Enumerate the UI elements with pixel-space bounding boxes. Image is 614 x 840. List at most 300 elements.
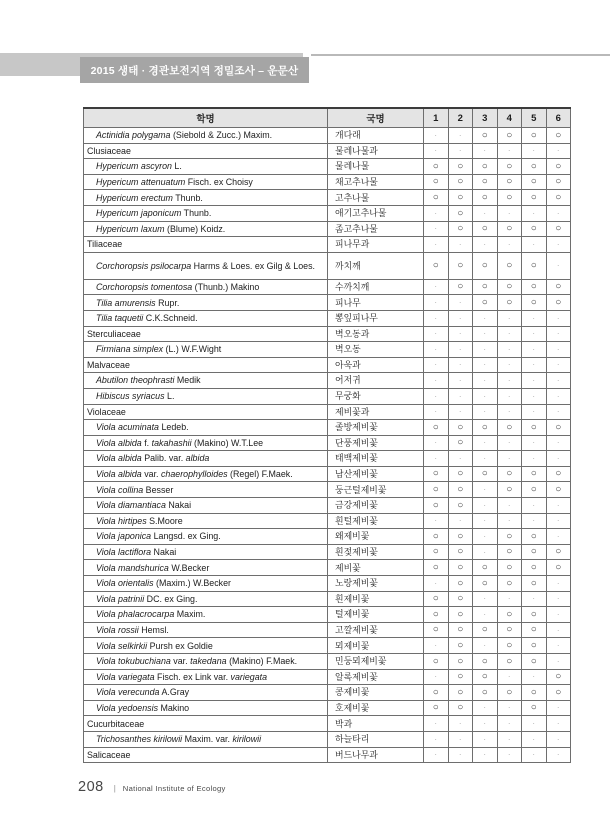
presence-mark: ○	[448, 529, 473, 545]
absence-dot: ·	[448, 326, 473, 342]
presence-mark: ○	[424, 252, 449, 279]
table-row	[84, 404, 571, 420]
table-row	[84, 482, 571, 498]
absence-dot: ·	[522, 716, 547, 732]
presence-mark: ○	[473, 252, 498, 279]
presence-mark: ○	[522, 529, 547, 545]
korean-name-cell: 흰털제비꽃	[328, 513, 424, 529]
table-row	[84, 451, 571, 467]
absence-dot: ·	[473, 700, 498, 716]
absence-dot: ·	[448, 373, 473, 389]
presence-mark: ○	[473, 685, 498, 701]
page-number: 208	[78, 779, 104, 795]
absence-dot: ·	[473, 716, 498, 732]
presence-mark: ○	[424, 700, 449, 716]
presence-mark: ○	[522, 654, 547, 670]
presence-mark: ○	[497, 544, 522, 560]
korean-name-cell: 무궁화	[328, 388, 424, 404]
presence-mark: ○	[497, 576, 522, 592]
footer-separator: |	[113, 784, 116, 793]
korean-name-cell: 왜제비꽃	[328, 529, 424, 545]
korean-name-cell: 피나무과	[328, 237, 424, 253]
presence-mark: ○	[473, 654, 498, 670]
species-name-cell: Viola yedoensis Makino	[84, 700, 328, 716]
presence-mark: ○	[473, 560, 498, 576]
korean-name-cell: 호제비꽃	[328, 700, 424, 716]
presence-mark: ○	[497, 279, 522, 295]
presence-mark: ○	[522, 544, 547, 560]
table-row	[84, 373, 571, 389]
table-row	[84, 420, 571, 436]
presence-mark: ○	[522, 638, 547, 654]
table-row	[84, 190, 571, 206]
presence-mark: ○	[546, 174, 571, 190]
absence-dot: ·	[424, 669, 449, 685]
korean-name-cell: 애기고추나물	[328, 205, 424, 221]
korean-name-cell: 민둥뫼제비꽃	[328, 654, 424, 670]
table-row	[84, 607, 571, 623]
species-name-cell: Hibiscus syriacus L.	[84, 388, 328, 404]
korean-name-cell: 어저귀	[328, 373, 424, 389]
table-row	[84, 716, 571, 732]
absence-dot: ·	[546, 342, 571, 358]
presence-mark: ○	[448, 669, 473, 685]
korean-name-cell: 알록제비꽃	[328, 669, 424, 685]
table-header-row	[84, 108, 571, 128]
korean-name-cell: 태백제비꽃	[328, 451, 424, 467]
absence-dot: ·	[473, 451, 498, 467]
presence-mark: ○	[448, 607, 473, 623]
presence-mark: ○	[473, 466, 498, 482]
family-name-cell: Violaceae	[84, 404, 328, 420]
table-row	[84, 128, 571, 144]
table-row	[84, 279, 571, 295]
absence-dot: ·	[448, 388, 473, 404]
absence-dot: ·	[448, 128, 473, 144]
species-name-cell: Viola variegata Fisch. ex Link var. variegata	[84, 669, 328, 685]
presence-mark: ○	[497, 221, 522, 237]
absence-dot: ·	[473, 529, 498, 545]
report-title: 2015 생태 · 경관보전지역 정밀조사 – 운문산	[90, 64, 299, 77]
presence-mark: ○	[497, 654, 522, 670]
absence-dot: ·	[448, 143, 473, 159]
absence-dot: ·	[497, 435, 522, 451]
presence-mark: ○	[448, 591, 473, 607]
absence-dot: ·	[473, 638, 498, 654]
presence-mark: ○	[522, 420, 547, 436]
presence-mark: ○	[497, 560, 522, 576]
presence-mark: ○	[424, 466, 449, 482]
presence-mark: ○	[448, 174, 473, 190]
family-name-cell: Tiliaceae	[84, 237, 328, 253]
presence-mark: ○	[424, 159, 449, 175]
species-name-cell: Hypericum japonicum Thunb.	[84, 205, 328, 221]
absence-dot: ·	[546, 237, 571, 253]
absence-dot: ·	[522, 373, 547, 389]
table-row	[84, 466, 571, 482]
presence-mark: ○	[546, 685, 571, 701]
korean-name-cell: 뫼제비꽃	[328, 638, 424, 654]
absence-dot: ·	[497, 237, 522, 253]
absence-dot: ·	[424, 310, 449, 326]
absence-dot: ·	[497, 591, 522, 607]
presence-mark: ○	[448, 159, 473, 175]
table-row	[84, 513, 571, 529]
column-header-site-2: 2	[448, 108, 473, 128]
presence-mark: ○	[497, 607, 522, 623]
species-name-cell: Hypericum laxum (Blume) Koidz.	[84, 221, 328, 237]
species-table-container	[83, 107, 571, 763]
table-row	[84, 143, 571, 159]
korean-name-cell: 고깔제비꽃	[328, 622, 424, 638]
presence-mark: ○	[424, 498, 449, 514]
column-header-scientific-name: 학명	[84, 108, 328, 128]
absence-dot: ·	[473, 498, 498, 514]
presence-mark: ○	[448, 221, 473, 237]
presence-mark: ○	[522, 482, 547, 498]
absence-dot: ·	[546, 205, 571, 221]
absence-dot: ·	[473, 357, 498, 373]
presence-mark: ○	[546, 466, 571, 482]
header-banner	[80, 57, 309, 83]
absence-dot: ·	[424, 731, 449, 747]
absence-dot: ·	[546, 451, 571, 467]
presence-mark: ○	[546, 221, 571, 237]
absence-dot: ·	[424, 576, 449, 592]
absence-dot: ·	[546, 388, 571, 404]
presence-mark: ○	[448, 560, 473, 576]
absence-dot: ·	[546, 747, 571, 763]
absence-dot: ·	[546, 357, 571, 373]
table-row	[84, 576, 571, 592]
species-name-cell: Viola orientalis (Maxim.) W.Becker	[84, 576, 328, 592]
presence-mark: ○	[497, 174, 522, 190]
species-name-cell: Viola albida f. takahashii (Makino) W.T.Lee	[84, 435, 328, 451]
table-row	[84, 326, 571, 342]
presence-mark: ○	[448, 205, 473, 221]
presence-mark: ○	[497, 638, 522, 654]
absence-dot: ·	[522, 388, 547, 404]
presence-mark: ○	[448, 498, 473, 514]
absence-dot: ·	[546, 310, 571, 326]
presence-mark: ○	[473, 576, 498, 592]
species-name-cell: Viola patrinii DC. ex Ging.	[84, 591, 328, 607]
absence-dot: ·	[522, 669, 547, 685]
absence-dot: ·	[497, 669, 522, 685]
table-row	[84, 310, 571, 326]
absence-dot: ·	[424, 279, 449, 295]
absence-dot: ·	[497, 700, 522, 716]
column-header-site-3: 3	[473, 108, 498, 128]
absence-dot: ·	[473, 435, 498, 451]
absence-dot: ·	[448, 404, 473, 420]
presence-mark: ○	[448, 420, 473, 436]
presence-mark: ○	[546, 482, 571, 498]
species-name-cell: Viola verecunda A.Gray	[84, 685, 328, 701]
absence-dot: ·	[522, 310, 547, 326]
korean-name-cell: 좀고추나물	[328, 221, 424, 237]
absence-dot: ·	[546, 700, 571, 716]
absence-dot: ·	[522, 747, 547, 763]
absence-dot: ·	[522, 591, 547, 607]
absence-dot: ·	[424, 205, 449, 221]
absence-dot: ·	[448, 357, 473, 373]
absence-dot: ·	[522, 731, 547, 747]
absence-dot: ·	[546, 143, 571, 159]
presence-mark: ○	[497, 622, 522, 638]
species-name-cell: Viola albida var. chaerophylloides (Regel) F.Maek.	[84, 466, 328, 482]
absence-dot: ·	[546, 638, 571, 654]
korean-name-cell: 하늘타리	[328, 731, 424, 747]
absence-dot: ·	[546, 622, 571, 638]
absence-dot: ·	[522, 326, 547, 342]
species-name-cell: Corchoropsis tomentosa (Thunb.) Makino	[84, 279, 328, 295]
korean-name-cell: 까치깨	[328, 252, 424, 279]
korean-name-cell: 금강제비꽃	[328, 498, 424, 514]
presence-mark: ○	[424, 607, 449, 623]
table-row	[84, 654, 571, 670]
species-name-cell: Viola japonica Langsd. ex Ging.	[84, 529, 328, 545]
species-name-cell: Corchoropsis psilocarpa Harms & Loes. ex Gilg & Loes.	[84, 252, 328, 279]
absence-dot: ·	[522, 143, 547, 159]
presence-mark: ○	[522, 622, 547, 638]
korean-name-cell: 흰젖제비꽃	[328, 544, 424, 560]
species-name-cell: Viola rossii Hemsl.	[84, 622, 328, 638]
absence-dot: ·	[424, 638, 449, 654]
presence-mark: ○	[546, 128, 571, 144]
absence-dot: ·	[546, 498, 571, 514]
korean-name-cell: 물레나물	[328, 159, 424, 175]
absence-dot: ·	[473, 143, 498, 159]
korean-name-cell: 흰제비꽃	[328, 591, 424, 607]
presence-mark: ○	[473, 159, 498, 175]
table-row	[84, 435, 571, 451]
table-row	[84, 591, 571, 607]
page-footer	[78, 779, 226, 795]
absence-dot: ·	[473, 607, 498, 623]
family-name-cell: Sterculiaceae	[84, 326, 328, 342]
species-name-cell: Firmiana simplex (L.) W.F.Wight	[84, 342, 328, 358]
presence-mark: ○	[522, 128, 547, 144]
absence-dot: ·	[497, 310, 522, 326]
absence-dot: ·	[497, 716, 522, 732]
absence-dot: ·	[522, 404, 547, 420]
presence-mark: ○	[546, 560, 571, 576]
family-name-cell: Salicaceae	[84, 747, 328, 763]
presence-mark: ○	[522, 279, 547, 295]
absence-dot: ·	[546, 404, 571, 420]
absence-dot: ·	[448, 451, 473, 467]
absence-dot: ·	[473, 310, 498, 326]
column-header-site-1: 1	[424, 108, 449, 128]
absence-dot: ·	[424, 326, 449, 342]
absence-dot: ·	[497, 357, 522, 373]
presence-mark: ○	[448, 638, 473, 654]
absence-dot: ·	[546, 373, 571, 389]
presence-mark: ○	[473, 295, 498, 311]
presence-mark: ○	[424, 482, 449, 498]
absence-dot: ·	[546, 576, 571, 592]
table-row	[84, 560, 571, 576]
korean-name-cell: 콩제비꽃	[328, 685, 424, 701]
presence-mark: ○	[522, 159, 547, 175]
publisher-name: National Institute of Ecology	[122, 784, 226, 793]
presence-mark: ○	[424, 591, 449, 607]
absence-dot: ·	[424, 435, 449, 451]
absence-dot: ·	[546, 716, 571, 732]
presence-mark: ○	[546, 669, 571, 685]
absence-dot: ·	[473, 404, 498, 420]
species-name-cell: Viola tokubuchiana var. takedana (Makino) F.Maek.	[84, 654, 328, 670]
species-name-cell: Tilia amurensis Rupr.	[84, 295, 328, 311]
species-name-cell: Hypericum erectum Thunb.	[84, 190, 328, 206]
absence-dot: ·	[473, 731, 498, 747]
absence-dot: ·	[448, 295, 473, 311]
presence-mark: ○	[522, 295, 547, 311]
absence-dot: ·	[424, 716, 449, 732]
absence-dot: ·	[473, 326, 498, 342]
presence-mark: ○	[546, 190, 571, 206]
species-name-cell: Viola hirtipes S.Moore	[84, 513, 328, 529]
presence-mark: ○	[473, 622, 498, 638]
presence-mark: ○	[424, 190, 449, 206]
absence-dot: ·	[546, 607, 571, 623]
presence-mark: ○	[497, 482, 522, 498]
absence-dot: ·	[448, 747, 473, 763]
presence-mark: ○	[448, 576, 473, 592]
table-row	[84, 174, 571, 190]
presence-mark: ○	[497, 128, 522, 144]
presence-mark: ○	[448, 279, 473, 295]
absence-dot: ·	[497, 451, 522, 467]
absence-dot: ·	[497, 513, 522, 529]
absence-dot: ·	[448, 237, 473, 253]
table-row	[84, 388, 571, 404]
absence-dot: ·	[522, 451, 547, 467]
absence-dot: ·	[424, 342, 449, 358]
absence-dot: ·	[424, 357, 449, 373]
table-row	[84, 529, 571, 545]
species-name-cell: Viola phalacrocarpa Maxim.	[84, 607, 328, 623]
presence-mark: ○	[497, 466, 522, 482]
presence-mark: ○	[546, 279, 571, 295]
absence-dot: ·	[497, 498, 522, 514]
absence-dot: ·	[473, 237, 498, 253]
column-header-korean-name: 국명	[328, 108, 424, 128]
presence-mark: ○	[448, 252, 473, 279]
absence-dot: ·	[424, 513, 449, 529]
presence-mark: ○	[522, 190, 547, 206]
column-header-site-6: 6	[546, 108, 571, 128]
absence-dot: ·	[424, 143, 449, 159]
table-row	[84, 669, 571, 685]
absence-dot: ·	[424, 404, 449, 420]
presence-mark: ○	[448, 544, 473, 560]
absence-dot: ·	[497, 388, 522, 404]
presence-mark: ○	[497, 159, 522, 175]
presence-mark: ○	[546, 159, 571, 175]
korean-name-cell: 털제비꽃	[328, 607, 424, 623]
species-name-cell: Abutilon theophrasti Medik	[84, 373, 328, 389]
absence-dot: ·	[424, 747, 449, 763]
table-row	[84, 544, 571, 560]
absence-dot: ·	[473, 513, 498, 529]
absence-dot: ·	[546, 529, 571, 545]
header-rule	[311, 54, 610, 56]
absence-dot: ·	[497, 731, 522, 747]
presence-mark: ○	[497, 420, 522, 436]
korean-name-cell: 제비꽃과	[328, 404, 424, 420]
presence-mark: ○	[448, 685, 473, 701]
table-row	[84, 685, 571, 701]
absence-dot: ·	[546, 591, 571, 607]
presence-mark: ○	[473, 128, 498, 144]
species-name-cell: Hypericum attenuatum Fisch. ex Choisy	[84, 174, 328, 190]
presence-mark: ○	[546, 295, 571, 311]
presence-mark: ○	[522, 576, 547, 592]
table-row	[84, 295, 571, 311]
absence-dot: ·	[497, 747, 522, 763]
korean-name-cell: 고추나물	[328, 190, 424, 206]
korean-name-cell: 수까치깨	[328, 279, 424, 295]
family-name-cell: Cucurbitaceae	[84, 716, 328, 732]
korean-name-cell: 박과	[328, 716, 424, 732]
absence-dot: ·	[424, 221, 449, 237]
korean-name-cell: 아욱과	[328, 357, 424, 373]
column-header-site-4: 4	[497, 108, 522, 128]
absence-dot: ·	[424, 373, 449, 389]
table-row	[84, 357, 571, 373]
korean-name-cell: 개다래	[328, 128, 424, 144]
table-row	[84, 205, 571, 221]
table-row	[84, 221, 571, 237]
table-row	[84, 159, 571, 175]
korean-name-cell: 단풍제비꽃	[328, 435, 424, 451]
absence-dot: ·	[424, 237, 449, 253]
absence-dot: ·	[424, 388, 449, 404]
presence-mark: ○	[497, 252, 522, 279]
presence-mark: ○	[448, 700, 473, 716]
korean-name-cell: 벽오동과	[328, 326, 424, 342]
table-row	[84, 498, 571, 514]
absence-dot: ·	[424, 128, 449, 144]
korean-name-cell: 채고추나물	[328, 174, 424, 190]
absence-dot: ·	[473, 747, 498, 763]
presence-mark: ○	[473, 174, 498, 190]
family-name-cell: Clusiaceae	[84, 143, 328, 159]
presence-mark: ○	[522, 466, 547, 482]
family-name-cell: Malvaceae	[84, 357, 328, 373]
presence-mark: ○	[448, 654, 473, 670]
korean-name-cell: 남산제비꽃	[328, 466, 424, 482]
absence-dot: ·	[546, 435, 571, 451]
species-name-cell: Tilia taquetii C.K.Schneid.	[84, 310, 328, 326]
korean-name-cell: 졸방제비꽃	[328, 420, 424, 436]
absence-dot: ·	[448, 310, 473, 326]
absence-dot: ·	[546, 731, 571, 747]
korean-name-cell: 버드나무과	[328, 747, 424, 763]
presence-mark: ○	[522, 560, 547, 576]
absence-dot: ·	[473, 388, 498, 404]
species-name-cell: Viola albida Palib. var. albida	[84, 451, 328, 467]
korean-name-cell: 둥근털제비꽃	[328, 482, 424, 498]
table-row	[84, 731, 571, 747]
species-name-cell: Actinidia polygama (Siebold & Zucc.) Maxim.	[84, 128, 328, 144]
absence-dot: ·	[497, 326, 522, 342]
absence-dot: ·	[546, 513, 571, 529]
presence-mark: ○	[497, 295, 522, 311]
presence-mark: ○	[546, 420, 571, 436]
